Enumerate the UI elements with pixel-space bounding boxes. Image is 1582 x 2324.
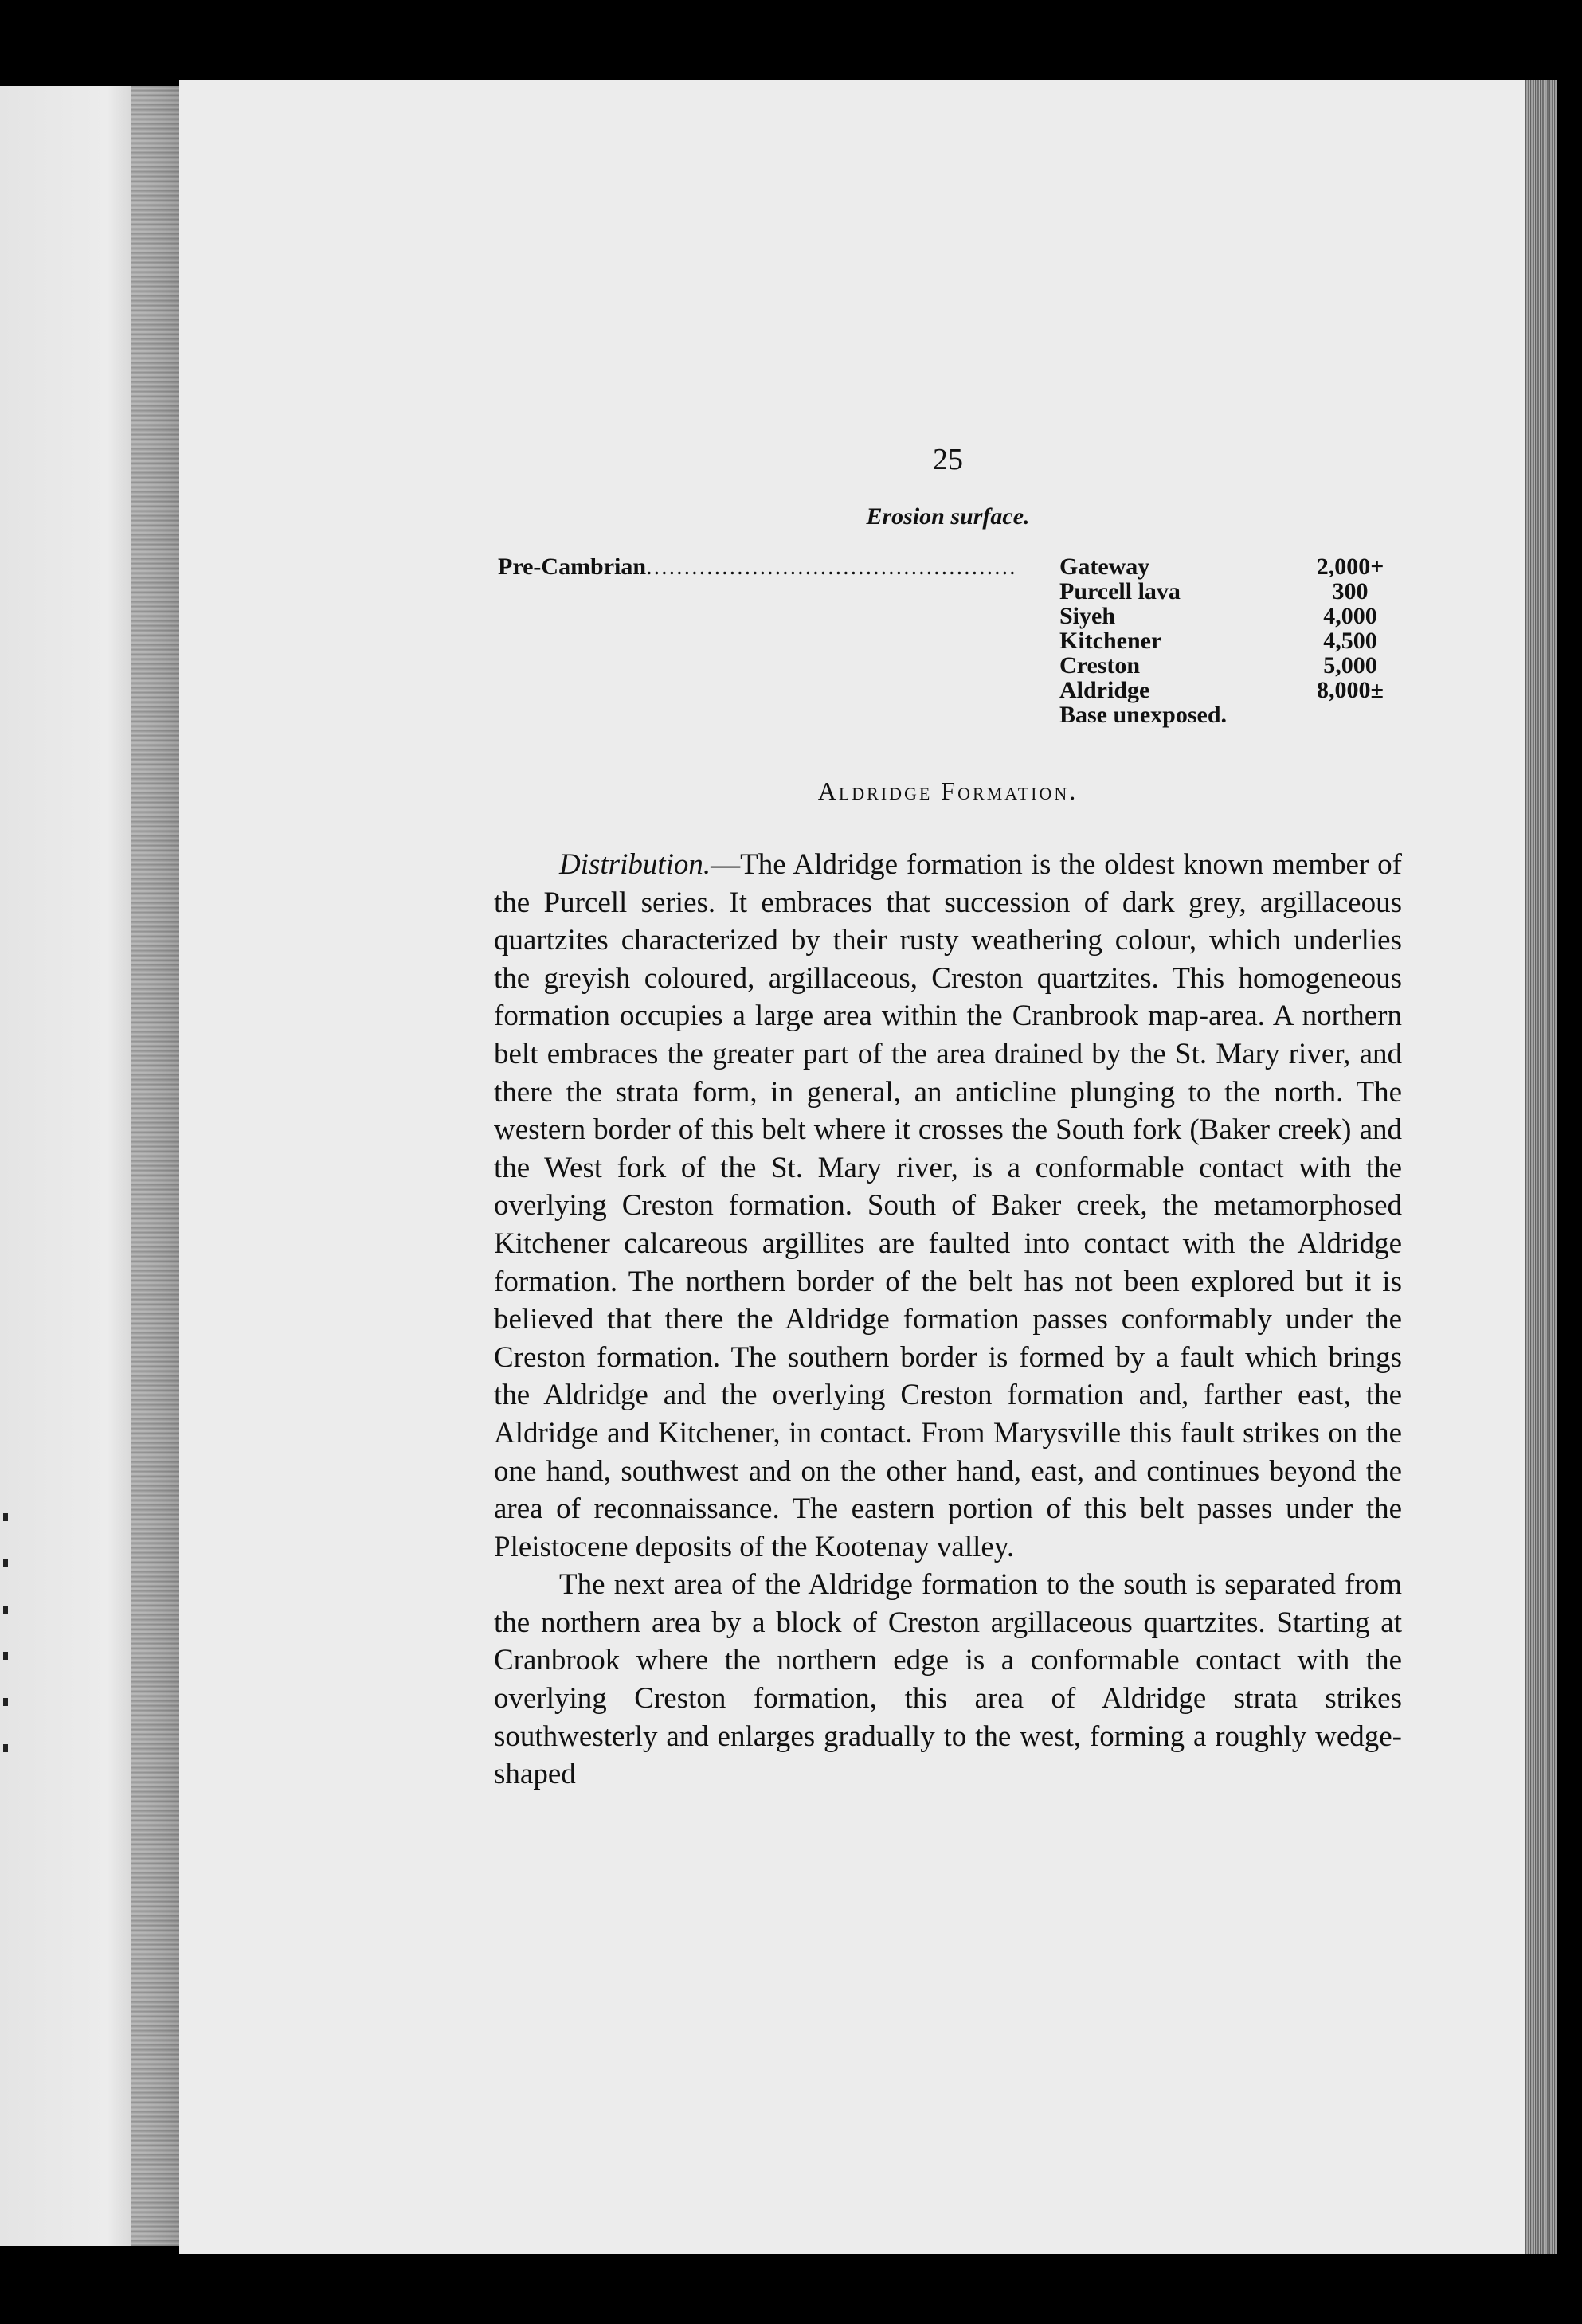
paragraph: The next area of the Aldridge formation to the south is separated from the northern area by a block of Creston argillaceous quartzites. Starting at Cranbrook where the northern edge is a conformable contact with the overlying Creston formation, this area of Aldridge strata strikes southwesterly and enlarges gradually to the west, forming a roughly wedge-shaped <box>494 1568 1402 1791</box>
erosion-surface-caption: Erosion surface. <box>866 503 1030 530</box>
margin-marks <box>3 1513 14 1784</box>
formation-thickness: 4,000 <box>1323 603 1377 629</box>
formation-name: Base unexposed. <box>1059 702 1228 728</box>
formation-name: Purcell lava <box>1059 578 1181 604</box>
book-page <box>179 80 1525 2254</box>
formation-row <box>1059 678 1402 702</box>
formation-list <box>1059 554 1402 727</box>
formation-row <box>1059 579 1402 604</box>
formation-name: Aldridge <box>1059 677 1150 703</box>
paragraph-lead: Distribution. <box>559 848 711 881</box>
formation-name: Kitchener <box>1059 628 1162 654</box>
paragraph <box>494 846 1402 1566</box>
book-binding-shadow <box>131 86 179 2246</box>
formation-row <box>1059 604 1402 628</box>
formation-thickness: 300 <box>1332 578 1369 604</box>
era-label: Pre-Cambrian................................................. <box>498 554 1017 579</box>
formation-thickness: 4,500 <box>1323 628 1377 654</box>
formation-name: Creston <box>1059 652 1141 679</box>
paragraph-text: —The Aldridge formation is the oldest known member of the Purcell series. It embraces that succession of dark grey, argillaceous quartzites characterized by their rusty weathering colour, which underlies the greyish coloured, argillaceous, Creston quartzites. This homogeneous formation occupies a large area within the Cranbrook map-area. A northern belt embraces the greater part of the area drained by the St. Mary river, and there the strata form, in general, an anticline plunging to the north. The western border of this belt where it crosses the South fork (Baker creek) and the West fork of the St. Mary river, is a conformable contact with the overlying Creston formation. South of Baker creek, the metamorphosed Kitchener calcareous argillites are faulted into contact with the Aldridge formation. The northern border of the belt has not been explored but it is believed that there the Aldridge formation passes conformably under the Creston formation. The southern border is formed by a fault which brings the Aldridge and the overlying Creston formation and, farther east, the Aldridge and Kitchener, in contact. From Marysville this fault strikes on the one hand, southwest and on the other hand, east, and continues beyond the area of reconnaissance. The eastern portion of this belt passes under the Pleistocene deposits of the Kootenay valley. <box>494 848 1402 1563</box>
formation-row <box>1059 554 1402 579</box>
formation-row <box>1059 702 1402 727</box>
formation-thickness: 5,000 <box>1323 652 1377 679</box>
page-number: 25 <box>933 443 963 476</box>
formation-row <box>1059 653 1402 678</box>
formation-thickness: 2,000+ <box>1316 554 1384 580</box>
formation-name: Gateway <box>1059 554 1150 580</box>
formation-thickness: 8,000± <box>1317 677 1384 703</box>
body-text <box>494 846 1402 1794</box>
formation-name: Siyeh <box>1059 603 1116 629</box>
page-stack-edge <box>1525 80 1557 2254</box>
section-heading: Aldridge Formation. <box>817 777 1079 805</box>
formation-row <box>1059 628 1402 653</box>
